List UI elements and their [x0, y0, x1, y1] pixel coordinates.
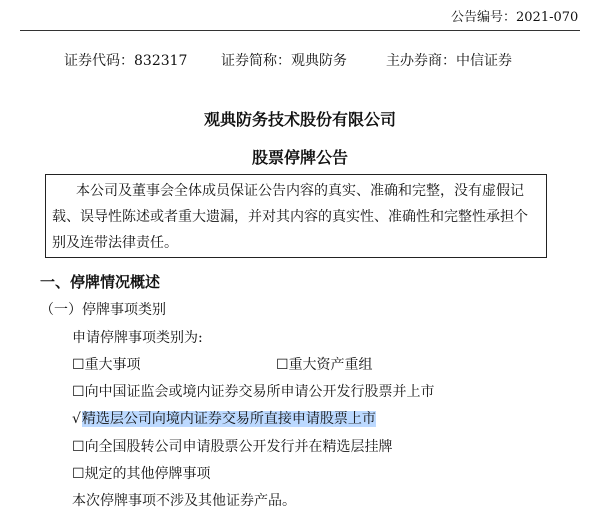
statement-line-2: 载、误导性陈述或者重大遗漏，并对其内容的真实性、准确性和完整性承担个 [52, 209, 528, 225]
option-major-matters [72, 354, 141, 374]
security-abbreviation: 证券简称：观典防务 [221, 53, 347, 69]
note-text: 本次停牌事项不涉及其他证券产品。 [72, 493, 296, 509]
option-label: 向中国证监会或境内证券交易所申请公开发行股票并上市 [84, 384, 435, 400]
statement-box [45, 174, 547, 258]
section-heading: 一、停牌情况概述 [40, 273, 161, 291]
option-label: 向全国股转公司申请股票公开发行并在精选层挂牌 [84, 439, 393, 455]
option-select-tier-listing [72, 436, 393, 456]
announcement-number: 公告编号：2021-070 [451, 10, 579, 25]
option-major-asset-restructuring [276, 354, 373, 374]
option-label: 规定的其他停牌事项 [84, 466, 211, 482]
option-public-offering-listing [72, 381, 435, 401]
checkbox-empty-icon: ☐ [72, 439, 85, 455]
checkbox-empty-icon: ☐ [72, 466, 85, 482]
option-direct-listing [72, 408, 376, 428]
security-code: 证券代码：832317 [64, 53, 188, 69]
option-label-highlighted: 精选层公司向境内证券交易所直接申请股票上市 [81, 411, 376, 427]
statement-line-1: 本公司及董事会全体成员保证公告内容的真实、准确和完整，没有虚假记 [76, 183, 524, 199]
option-label: 重大事项 [84, 357, 141, 373]
checkbox-empty-icon: ☐ [276, 357, 289, 373]
company-title: 观典防务技术股份有限公司 [203, 110, 396, 129]
check-mark-icon: √ [72, 411, 81, 427]
document-title: 股票停牌公告 [251, 148, 348, 167]
option-label: 重大资产重组 [288, 357, 373, 373]
intro-text: 申请停牌事项类别为: [72, 330, 203, 346]
checkbox-empty-icon: ☐ [72, 384, 85, 400]
statement-line-3: 别及连带法律责任。 [52, 235, 178, 251]
checkbox-empty-icon: ☐ [72, 357, 85, 373]
option-other-suspension [72, 463, 211, 483]
sponsor-broker: 主办券商：中信证券 [386, 53, 512, 69]
header-rule [20, 30, 580, 31]
sub-heading: （一）停牌事项类别 [40, 302, 166, 318]
